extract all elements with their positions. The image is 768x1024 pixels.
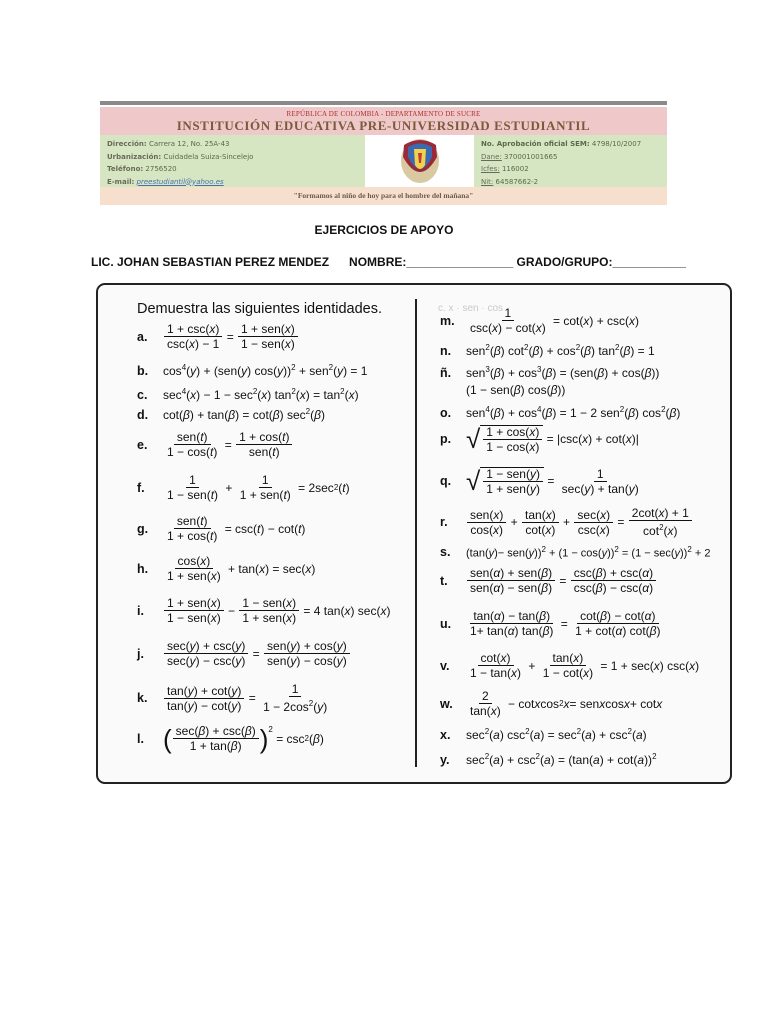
document-title: EJERCICIOS DE APOYO bbox=[314, 223, 454, 237]
letterhead-title-band bbox=[100, 107, 667, 135]
exercise-m: m. 1 csc(x) − cot(x) = cot( x ) + csc( x ) bbox=[440, 306, 640, 335]
exercise-label: d. bbox=[137, 407, 149, 422]
exercise-label: o. bbox=[440, 405, 452, 420]
exercise-label: y. bbox=[440, 752, 450, 767]
teacher-name: LIC. JOHAN SEBASTIAN PEREZ MENDEZ bbox=[91, 255, 330, 269]
exercise-label: h. bbox=[137, 561, 149, 576]
exercise-panel bbox=[96, 283, 732, 784]
exercise-label: m. bbox=[440, 313, 455, 328]
exercise-label: x. bbox=[440, 727, 451, 742]
icfes-code: 116002 bbox=[501, 165, 529, 173]
exercise-nn-continuation: (1 − sen(β) cos(β)) bbox=[466, 383, 566, 397]
exercise-v: v. cot(x) 1 − tan(x) + tan(x) 1 − cot(x) = 1 + sec( x ) csc( x ) bbox=[440, 651, 700, 680]
nit-code: 64587662-2 bbox=[495, 177, 539, 186]
exercise-label: c. bbox=[137, 387, 148, 402]
email-link[interactable]: preestudiantil@yahoo.es bbox=[136, 177, 224, 186]
exercise-label: a. bbox=[137, 329, 148, 344]
exercise-label: q. bbox=[440, 474, 452, 488]
exercise-heading: Demuestra las siguientes identidades. bbox=[137, 301, 383, 317]
exercise-b: b. $\cos^4(y) + (sen(y) \cos(y))^2 + sen^2(y) = 1$ bbox=[137, 363, 368, 378]
exercise-u: u. tan(α) − tan(β) 1+ tan(α) tan(β) = cot(β) − cot(α) 1 + cot(α) cot(β) bbox=[440, 609, 661, 638]
exercise-e: e. sen(t) 1 − cos(t) = 1 + cos(t) sen(t) bbox=[137, 431, 293, 458]
exercise-q: q. √ 1 − sen(y) 1 + sen(y) = 1 sec(y) + tan(y) bbox=[440, 466, 639, 496]
exercise-label: l. bbox=[137, 731, 144, 746]
dane-code: 370001001665 bbox=[504, 152, 558, 161]
exercise-label: e. bbox=[137, 437, 148, 452]
grade-group-field[interactable]: GRADO/GRUPO:___________ bbox=[516, 255, 686, 269]
address: Carrera 12, No. 25A-43 bbox=[148, 140, 230, 148]
column-divider bbox=[415, 299, 417, 767]
exercise-label: k. bbox=[137, 691, 148, 705]
exercise-label: p. bbox=[440, 432, 452, 446]
exercise-h: h. cos(x) 1 + sen(x) + tan( x ) = sec( x ) bbox=[137, 554, 316, 583]
exercise-p: p. √ 1 + cos(x) 1 − cos(x) = |csc( x ) + cot( x )| bbox=[440, 424, 639, 454]
exercise-n: n. sen$^2$(β) $\cot^2(\beta) + \cos^2(\beta) \tan^2(\beta) = 1$ bbox=[440, 343, 655, 358]
school-slogan: "Formamos al niño de hoy para el hombre del mañana" bbox=[100, 187, 667, 205]
approval-number: 4798/10/2007 bbox=[591, 140, 642, 148]
letterhead bbox=[100, 101, 667, 207]
school-logo bbox=[365, 135, 474, 187]
exercise-o: o. $sen^4(\beta) + \cos^4(\beta) = 1 - 2$ sen$^2$(β) $\cos^2(\beta)$ bbox=[440, 405, 681, 420]
letterhead-contact-band bbox=[100, 135, 667, 187]
exercise-label: r. bbox=[440, 515, 448, 529]
letterhead-country: REPÚBLICA DE COLOMBIA - DEPARTAMENTO DE SUCRE bbox=[286, 110, 481, 118]
exercise-label: j. bbox=[137, 646, 144, 661]
exercise-nn: ñ. $sen^3(\beta) + \cos^3(\beta) = (sen(\beta) + \cos(\beta))$ bbox=[440, 365, 660, 380]
exercise-label: s. bbox=[440, 545, 451, 560]
exercise-label: g. bbox=[137, 521, 149, 536]
exercise-i: i. 1 + sen(x) 1 − sen(x) − 1 − sen(x) 1 + sen(x) = 4 tan( x ) sec( x ) bbox=[137, 596, 391, 625]
exercise-label: u. bbox=[440, 616, 452, 631]
official-info: No. Aprobación oficial SEM: 4798/10/2007 Dane: 370001001665 Icfes: 116002 Nit: 64587662-2 bbox=[481, 140, 642, 186]
exercise-y: y. $\sec^2(a) + \csc^2(a) = (\tan(a) + \cot(a))^2$ bbox=[440, 752, 657, 767]
exercise-w: w. 2 tan(x) − cot x cos 2 x = sen x cos x + cot x bbox=[440, 689, 663, 718]
exercise-label: v. bbox=[440, 658, 450, 673]
institution-name: INSTITUCIÓN EDUCATIVA PRE-UNIVERSIDAD ESTUDIANTIL bbox=[176, 118, 591, 133]
exercise-j: j. sec(y) + csc(y) sec(y) − csc(y) = sen(y) + cos(y) sen(y) − cos(y) bbox=[137, 640, 351, 667]
exercise-d: d. cot(β) + tan(β) = cot(β) $\sec^2(\beta)$ bbox=[137, 407, 325, 422]
name-field[interactable]: NOMBRE:________________ bbox=[349, 255, 514, 269]
contact-info: Dirección: Carrera 12, No. 25A-43 Urbanización: Cuidadela Suiza-Sincelejo Teléfono: 2756520 E-mail: preestudiantil@yahoo.es bbox=[107, 140, 254, 186]
student-info-line bbox=[91, 255, 686, 269]
bleed-through-text: c. x · sen · cos bbox=[438, 303, 504, 314]
exercise-r: r. sen(x) cos(x) + tan(x) cot(x) + sec(x) csc(x) = 2cot(x) + 1 $\cot^2(x)$ bbox=[440, 507, 693, 537]
exercise-l: l. ( sec(β) + csc(β) 1 + tan(β) ) $^2$ = csc 2 ( β ) bbox=[137, 723, 324, 754]
exercise-label: n. bbox=[440, 343, 452, 358]
exercise-a: a. 1 + csc(x) csc(x) − 1 = 1 + sen(x) 1 − sen(x) bbox=[137, 323, 299, 350]
exercise-g: g. sen(t) 1 + cos(t) = csc( t ) − cot( t ) bbox=[137, 514, 306, 543]
exercise-label: ñ. bbox=[440, 365, 452, 380]
phone: 2756520 bbox=[145, 165, 177, 173]
exercise-s: s. $(\tan(y)- sen(y))^2 + (1 - \cos(y))^2 = (1 - \sec(y))^2 + 2$ bbox=[440, 545, 711, 560]
exercise-label: i. bbox=[137, 603, 144, 618]
exercise-label: w. bbox=[440, 696, 453, 711]
letterhead-rule bbox=[100, 101, 667, 105]
exercise-c: c. $\sec^4(x) - 1 - \sec^2(x) \tan^2(x) = \tan^2(x)$ bbox=[137, 387, 359, 402]
exercise-f: f. 1 1 − sen(t) + 1 1 + sen(t) = 2sec 2 ( t ) bbox=[137, 473, 350, 502]
exercise-x: x. $\sec^2(a) \csc^2(a) = \sec^2(a) + \csc^2(a)$ bbox=[440, 727, 647, 742]
exercise-label: f. bbox=[137, 480, 145, 495]
exercise-k: k. tan(y) + cot(y) tan(y) − cot(y) = 1 $1 - 2\cos^2(y)$ bbox=[137, 682, 328, 714]
neighborhood: Cuidadela Suiza-Sincelejo bbox=[163, 152, 254, 161]
shield-crest-icon bbox=[365, 135, 474, 187]
exercise-label: b. bbox=[137, 363, 149, 378]
exercise-label: t. bbox=[440, 573, 448, 588]
exercise-t: t. sen(α) + sen(β) sen(α) − sen(β) = csc(β) + csc(α) csc(β) − csc(α) bbox=[440, 567, 657, 594]
